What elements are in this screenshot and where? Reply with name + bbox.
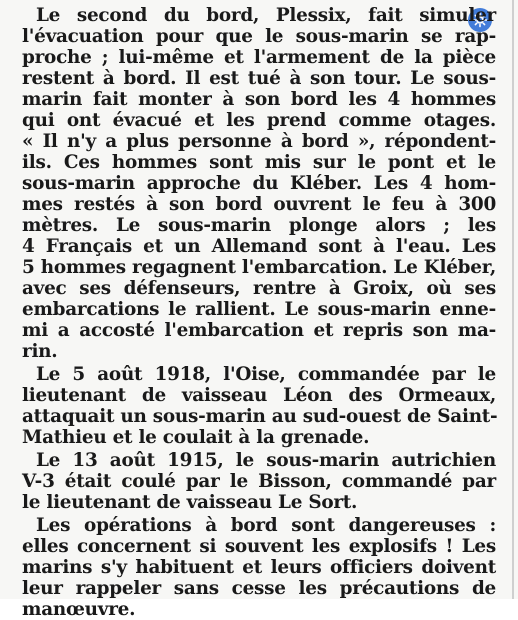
text-line: restent à bord. Il est tué à son tour. Le sous-	[22, 68, 496, 89]
text-line: elles concernent si souvent les explosifs ! Les	[22, 536, 496, 557]
text-line: ils. Ces hommes sont mis sur le pont et le	[22, 152, 496, 173]
text-line: attaquait un sous-marin au sud-ouest de Saint-	[22, 406, 498, 427]
text-line: sous-marin approche du Kléber. Les 4 hom-	[22, 173, 496, 194]
text-line: 5 hommes regagnent l'embarcation. Le Kléber,	[22, 257, 496, 278]
text-line: 4 Français et un Allemand sont à l'eau. Les	[22, 236, 496, 257]
text-line: l'évacuation pour que le sous-marin se rap-	[22, 26, 496, 47]
text-line: manœuvre.	[22, 599, 136, 620]
text-line: V-3 était coulé par le Bisson, commandé par	[22, 471, 496, 492]
text-line: avec ses défenseurs, rentre à Groix, où ses	[22, 278, 496, 299]
text-line: proche ; lui-même et l'armement de la pièce	[22, 47, 496, 68]
text-line: mètres. Le sous-marin plonge alors ; les	[22, 215, 496, 236]
text-line: marin fait monter à son bord les 4 hommes	[22, 89, 496, 110]
text-line: le lieutenant de vaisseau Le Sort.	[22, 492, 358, 513]
text-line: « Il n'y a plus personne à bord », répondent-	[22, 131, 496, 152]
article-text	[22, 5, 496, 620]
text-line: leur rappeler sans cesse les précautions de	[22, 578, 496, 599]
text-line: Le 5 août 1918, l'Oise, commandée par le	[36, 364, 496, 385]
text-line: rin.	[22, 341, 58, 362]
text-line: Les opérations à bord sont dangereuses :	[36, 515, 496, 536]
text-line: mi a accosté l'embarcation et repris son ma-	[22, 320, 496, 341]
text-line: Mathieu et le coulait à la grenade.	[22, 427, 370, 448]
text-line: marins s'y habituent et leurs officiers doivent	[22, 557, 496, 578]
text-line: Le 13 août 1915, le sous-marin autrichien	[36, 450, 496, 471]
text-line: embarcations le rallient. Le sous-marin enne-	[22, 299, 496, 320]
page-edge-divider	[512, 0, 514, 599]
text-line: Le second du bord, Plessix, fait simuler	[36, 5, 496, 26]
text-line: qui ont évacué et les prend comme otages.	[22, 110, 496, 131]
text-line: lieutenant de vaisseau Léon des Ormeaux,	[22, 385, 496, 406]
text-line: mes restés à son bord ouvrent le feu à 300	[22, 194, 496, 215]
